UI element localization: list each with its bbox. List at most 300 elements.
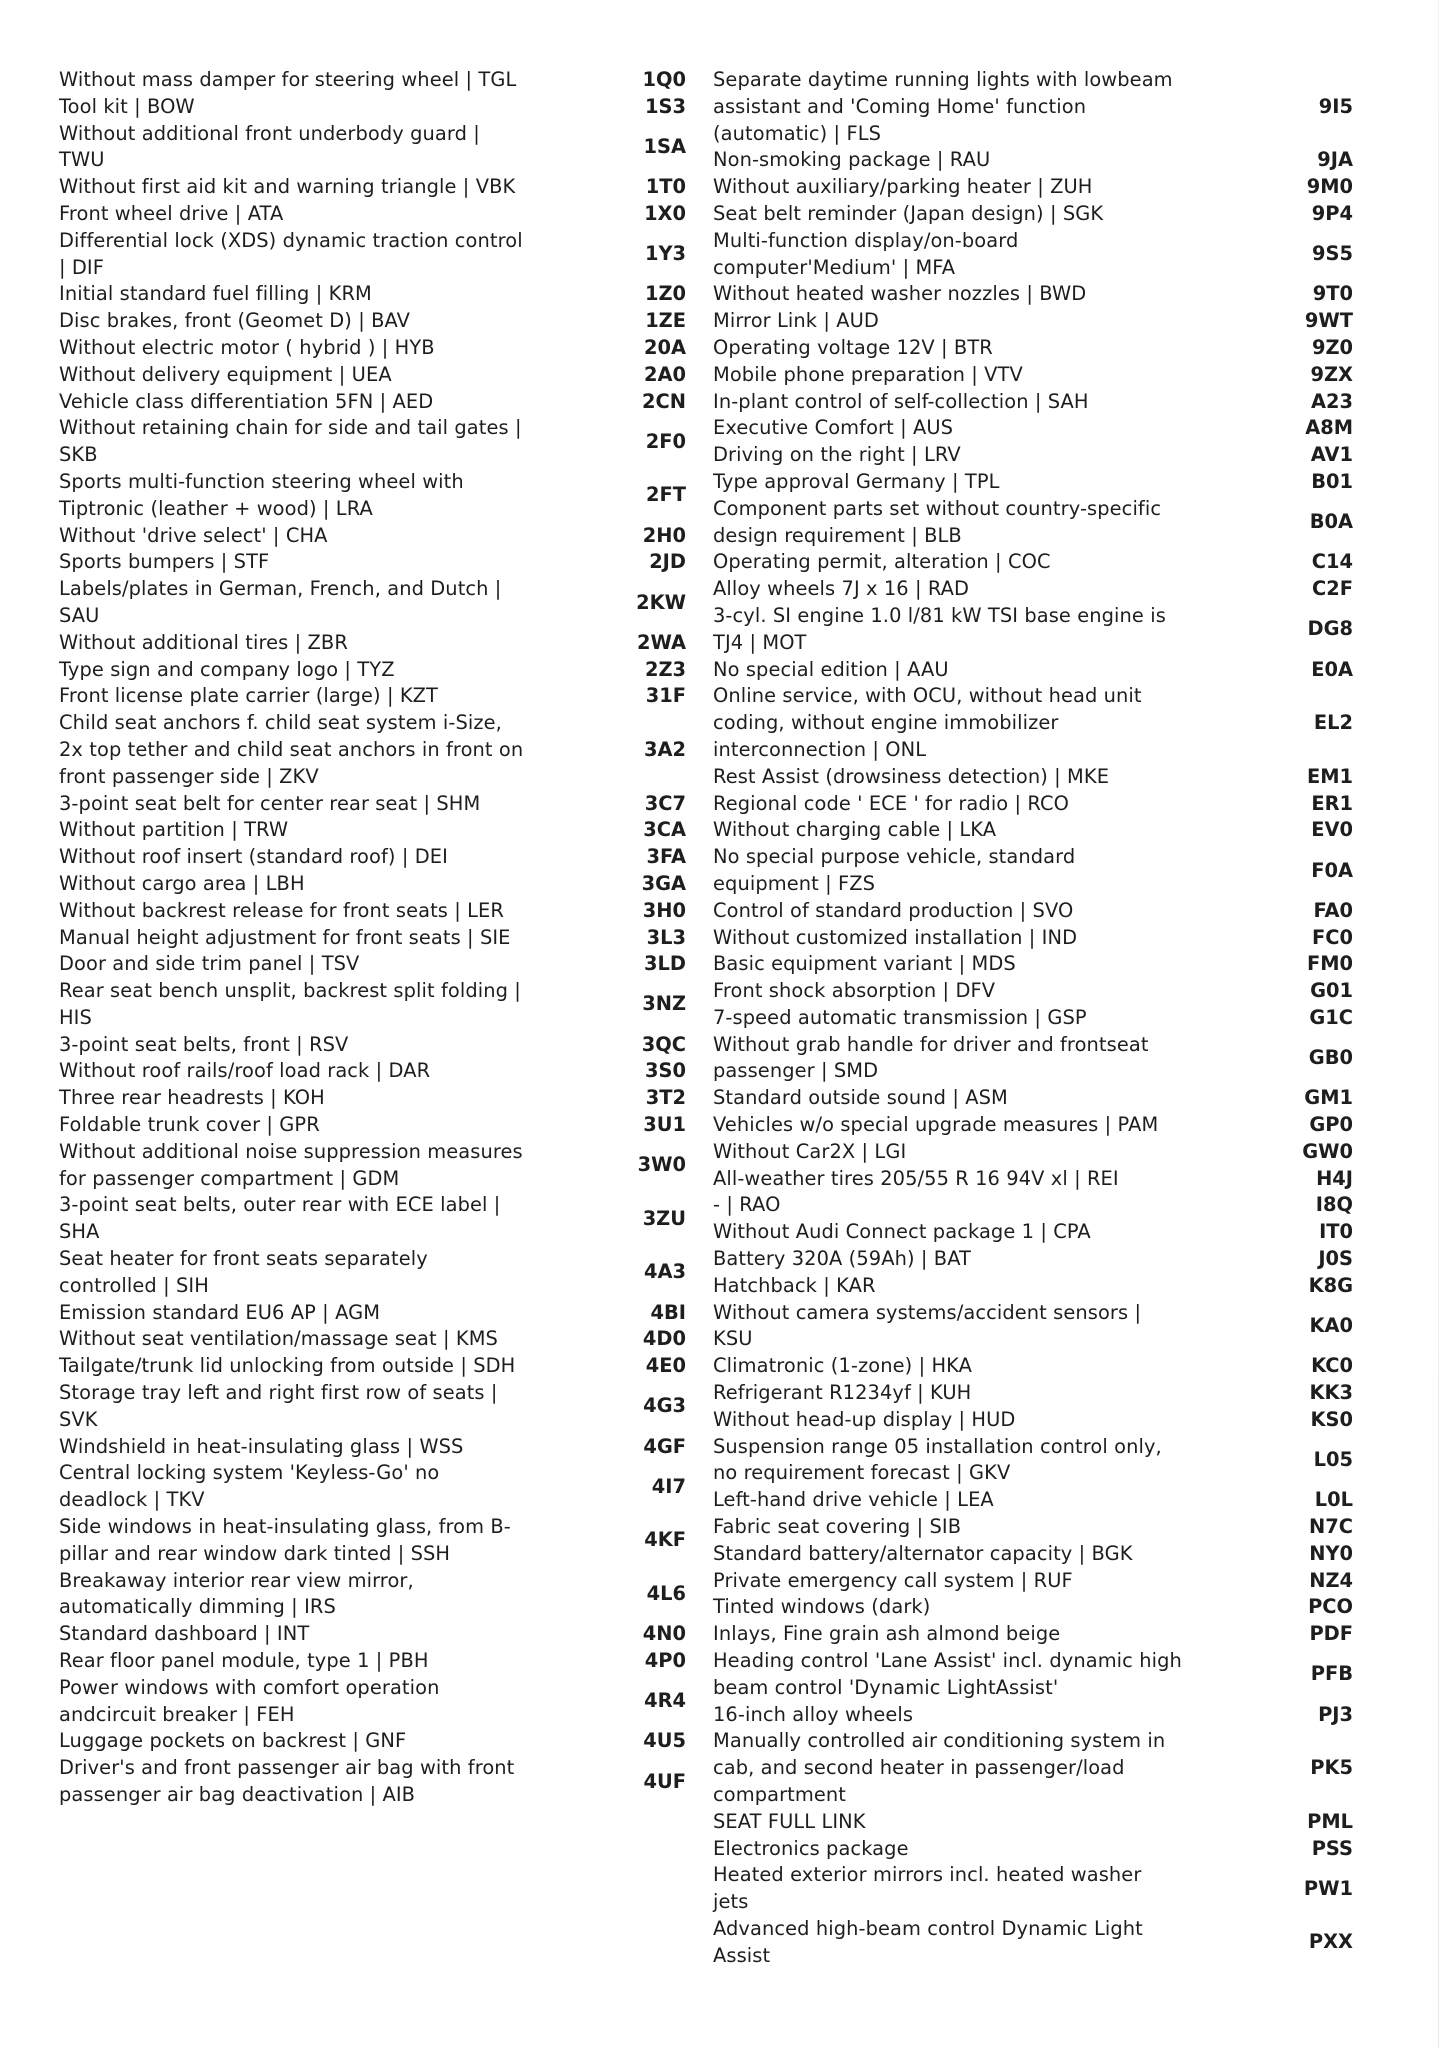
equipment-code: 4A3 (644, 1260, 686, 1284)
equipment-description: Hatchback | KAR (713, 1273, 876, 1297)
equipment-code: 3W0 (637, 1153, 686, 1177)
equipment-description: 16-inch alloy wheels (713, 1702, 914, 1726)
equipment-row (713, 1246, 1353, 1273)
equipment-code: 1Z0 (644, 282, 686, 306)
equipment-row (59, 415, 689, 469)
equipment-code: 3S0 (645, 1059, 686, 1083)
scan-edge (1438, 0, 1439, 2048)
equipment-row (59, 1246, 689, 1300)
equipment-code: J0S (1318, 1247, 1353, 1271)
equipment-code: GP0 (1309, 1113, 1353, 1137)
equipment-description: Initial standard fuel filling | KRM (59, 282, 372, 306)
equipment-row (713, 1192, 1353, 1219)
equipment-code: G1C (1309, 1005, 1353, 1029)
equipment-row (713, 67, 1353, 147)
equipment-row (59, 1675, 689, 1729)
equipment-description: Manual height adjustment for front seats | SIE (59, 925, 511, 949)
equipment-code: PJ3 (1318, 1702, 1353, 1726)
equipment-row (713, 362, 1353, 389)
equipment-code: PML (1307, 1809, 1353, 1833)
equipment-row (713, 496, 1353, 550)
equipment-description: SEAT FULL LINK (713, 1809, 866, 1833)
equipment-row (59, 1755, 689, 1809)
equipment-description: Basic equipment variant | MDS (713, 952, 1016, 976)
equipment-code: 3LD (644, 952, 686, 976)
equipment-description: Power windows with comfort operation andcircuit breaker | FEH (59, 1675, 440, 1726)
equipment-code: 2JD (649, 550, 686, 574)
equipment-description: Side windows in heat-insulating glass, from B-pillar and rear window dark tinted | SSH (59, 1515, 511, 1565)
equipment-description: Separate daytime running lights with lowbeam assistant and 'Coming Home' function (automatic) | FLS (713, 68, 1173, 145)
equipment-description: 3-point seat belts, front | RSV (59, 1032, 349, 1056)
equipment-row (713, 1219, 1353, 1246)
equipment-code: NZ4 (1309, 1568, 1353, 1592)
equipment-code: 2FT (646, 483, 686, 507)
equipment-code: 3L3 (646, 925, 686, 949)
equipment-code: 3FA (646, 845, 686, 869)
equipment-row (713, 1112, 1353, 1139)
equipment-row (713, 281, 1353, 308)
equipment-description: Sports multi-function steering wheel with Tiptronic (leather + wood) | LRA (59, 469, 464, 520)
equipment-description: Front wheel drive | ATA (59, 201, 284, 225)
equipment-row (713, 228, 1353, 282)
equipment-row (59, 925, 689, 952)
equipment-row (713, 1702, 1353, 1729)
equipment-description: Without head-up display | HUD (713, 1407, 1016, 1431)
equipment-code: N7C (1309, 1515, 1353, 1539)
equipment-row (713, 898, 1353, 925)
equipment-code: 3QC (641, 1032, 686, 1056)
equipment-description: Manually controlled air conditioning system in cab, and second heater in passenger/load compartment (713, 1729, 1166, 1806)
equipment-description: Fabric seat covering | SIB (713, 1515, 962, 1539)
equipment-code: L05 (1313, 1448, 1353, 1472)
equipment-code: B01 (1311, 469, 1353, 493)
equipment-row (713, 978, 1353, 1005)
equipment-description: Climatronic (1-zone) | HKA (713, 1354, 973, 1378)
equipment-code: 4KF (644, 1528, 686, 1552)
equipment-description: Standard outside sound | ASM (713, 1086, 1008, 1110)
equipment-description: In-plant control of self-collection | SAH (713, 389, 1089, 413)
equipment-code: PK5 (1310, 1756, 1353, 1780)
equipment-row (713, 549, 1353, 576)
equipment-description: Heading control 'Lane Assist' incl. dynamic high beam control 'Dynamic LightAssist' (713, 1649, 1182, 1699)
equipment-row (713, 1380, 1353, 1407)
equipment-description: Emission standard EU6 AP | AGM (59, 1300, 381, 1324)
equipment-description: Heated exterior mirrors incl. heated washer jets (713, 1863, 1142, 1914)
equipment-code: F0A (1311, 858, 1353, 882)
equipment-row (59, 281, 689, 308)
equipment-description: Without auxiliary/parking heater | ZUH (713, 175, 1093, 199)
equipment-description: Without grab handle for driver and frontseat passenger | SMD (713, 1032, 1149, 1083)
right-column (713, 67, 1353, 1970)
equipment-description: Type approval Germany | TPL (713, 469, 1000, 493)
equipment-row (59, 201, 689, 228)
equipment-description: Driving on the right | LRV (713, 443, 961, 467)
equipment-code: C14 (1311, 550, 1353, 574)
equipment-code: 4L6 (646, 1582, 686, 1606)
equipment-description: Mirror Link | AUD (713, 309, 879, 333)
equipment-description: Without Car2X | LGI (713, 1139, 907, 1163)
equipment-description: Executive Comfort | AUS (713, 416, 954, 440)
equipment-code: KS0 (1310, 1407, 1353, 1431)
left-column (59, 67, 689, 1809)
equipment-code: 4UF (643, 1769, 686, 1793)
equipment-code: 1T0 (645, 175, 686, 199)
equipment-code: I8Q (1315, 1193, 1353, 1217)
equipment-description: Without 'drive select' | CHA (59, 523, 328, 547)
equipment-row (59, 1058, 689, 1085)
equipment-row (59, 871, 689, 898)
equipment-row (59, 523, 689, 550)
equipment-code: 31F (645, 684, 686, 708)
equipment-description: Vehicles w/o special upgrade measures | PAM (713, 1113, 1159, 1137)
equipment-description: Driver's and front passenger air bag with front passenger air bag deactivation | AIB (59, 1756, 515, 1806)
equipment-row (713, 1541, 1353, 1568)
equipment-code: KK3 (1309, 1381, 1353, 1405)
equipment-row (59, 469, 689, 523)
equipment-row (59, 710, 689, 790)
equipment-description: Without customized installation | IND (713, 925, 1078, 949)
equipment-description: Front shock absorption | DFV (713, 979, 996, 1003)
equipment-row (59, 1353, 689, 1380)
equipment-description: Electronics package (713, 1836, 909, 1860)
equipment-description: Alloy wheels 7J x 16 | RAD (713, 577, 970, 601)
equipment-description: Without camera systems/accident sensors | KSU (713, 1300, 1142, 1351)
equipment-code: 2Z3 (644, 657, 686, 681)
equipment-code: 3C7 (644, 791, 686, 815)
equipment-code: 9Z0 (1311, 335, 1353, 359)
equipment-code: KC0 (1311, 1354, 1353, 1378)
equipment-code: GM1 (1304, 1086, 1353, 1110)
equipment-code: 9S5 (1312, 242, 1353, 266)
equipment-description: Differential lock (XDS) dynamic traction control | DIF (59, 228, 523, 279)
equipment-row (713, 603, 1353, 657)
equipment-code: 9WT (1304, 309, 1353, 333)
equipment-code: 4R4 (644, 1689, 686, 1713)
equipment-code: 2WA (636, 630, 686, 654)
equipment-description: Component parts set without country-specific design requirement | BLB (713, 496, 1162, 547)
equipment-code: G01 (1310, 979, 1353, 1003)
equipment-description: Refrigerant R1234yf | KUH (713, 1381, 972, 1405)
equipment-row (713, 817, 1353, 844)
equipment-row (713, 308, 1353, 335)
equipment-code: K8G (1308, 1273, 1353, 1297)
equipment-row (713, 576, 1353, 603)
equipment-row (59, 1192, 689, 1246)
equipment-description: Online service, with OCU, without head unit coding, without engine immobilizer interconnection | ONL (713, 684, 1142, 761)
equipment-description: Luggage pockets on backrest | GNF (59, 1729, 407, 1753)
equipment-code: PSS (1311, 1836, 1353, 1860)
equipment-row (713, 683, 1353, 763)
equipment-row (59, 898, 689, 925)
equipment-description: Breakaway interior rear view mirror, automatically dimming | IRS (59, 1568, 414, 1619)
equipment-row (59, 1326, 689, 1353)
equipment-description: 7-speed automatic transmission | GSP (713, 1005, 1087, 1029)
equipment-code: A23 (1311, 389, 1353, 413)
equipment-row (59, 791, 689, 818)
equipment-description: Seat heater for front seats separately controlled | SIH (59, 1247, 428, 1297)
equipment-code: 4U5 (643, 1729, 686, 1753)
equipment-code: 4GF (643, 1434, 686, 1458)
equipment-row (59, 335, 689, 362)
equipment-row (713, 951, 1353, 978)
equipment-row (713, 925, 1353, 952)
equipment-description: Disc brakes, front (Geomet D) | BAV (59, 309, 411, 333)
equipment-description: Front license plate carrier (large) | KZT (59, 684, 439, 708)
equipment-row (59, 174, 689, 201)
equipment-row (713, 415, 1353, 442)
equipment-description: Door and side trim panel | TSV (59, 952, 360, 976)
equipment-description: Tinted windows (dark) (713, 1595, 931, 1619)
equipment-code: PCO (1308, 1595, 1353, 1619)
equipment-code: 4D0 (642, 1327, 686, 1351)
equipment-description: Operating permit, alteration | COC (713, 550, 1051, 574)
equipment-description: Standard battery/alternator capacity | BGK (713, 1541, 1133, 1565)
equipment-row (713, 147, 1353, 174)
equipment-description: Without electric motor ( hybrid ) | HYB (59, 335, 435, 359)
equipment-code: 1Q0 (642, 68, 686, 91)
equipment-code: 20A (644, 335, 686, 359)
equipment-code: 3H0 (642, 898, 686, 922)
equipment-description: Private emergency call system | RUF (713, 1568, 1073, 1592)
equipment-row (713, 764, 1353, 791)
equipment-description: Without additional noise suppression measures for passenger compartment | GDM (59, 1139, 523, 1190)
equipment-code: E0A (1311, 657, 1353, 681)
equipment-row (59, 549, 689, 576)
equipment-row (713, 1032, 1353, 1086)
equipment-code: 3GA (641, 871, 686, 895)
equipment-row (59, 1621, 689, 1648)
equipment-description: Suspension range 05 installation control only, no requirement forecast | GKV (713, 1434, 1162, 1485)
equipment-code: L0L (1314, 1488, 1353, 1512)
equipment-description: Rear floor panel module, type 1 | PBH (59, 1649, 429, 1673)
equipment-row (59, 1139, 689, 1193)
equipment-description: Without seat ventilation/massage seat | KMS (59, 1327, 498, 1351)
equipment-row (713, 469, 1353, 496)
equipment-row (59, 683, 689, 710)
equipment-row (713, 1434, 1353, 1488)
equipment-row (59, 978, 689, 1032)
equipment-code: A8M (1305, 416, 1353, 440)
equipment-code: 9ZX (1310, 362, 1353, 386)
equipment-code: 3T2 (645, 1086, 686, 1110)
equipment-row (713, 174, 1353, 201)
equipment-row (713, 791, 1353, 818)
equipment-description: Labels/plates in German, French, and Dutch | SAU (59, 577, 502, 627)
equipment-description: 3-point seat belt for center rear seat | SHM (59, 791, 481, 815)
equipment-description: Without roof insert (standard roof) | DEI (59, 845, 448, 869)
equipment-description: All-weather tires 205/55 R 16 94V xl | REI (713, 1166, 1119, 1190)
equipment-code: AV1 (1310, 443, 1353, 467)
equipment-description: Three rear headrests | KOH (59, 1086, 325, 1110)
equipment-code: DG8 (1307, 617, 1353, 641)
equipment-code: B0A (1309, 510, 1353, 534)
equipment-description: Child seat anchors f. child seat system i-Size, 2x top tether and child seat anchors in front on front passenger side | ZKV (59, 711, 524, 788)
equipment-row (713, 1273, 1353, 1300)
equipment-description: Seat belt reminder (Japan design) | SGK (713, 201, 1104, 225)
equipment-code: 4E0 (645, 1354, 686, 1378)
equipment-code: PDF (1309, 1622, 1353, 1646)
equipment-row (713, 1621, 1353, 1648)
equipment-code: FC0 (1312, 925, 1353, 949)
equipment-code: PFB (1310, 1662, 1353, 1686)
equipment-row (713, 1300, 1353, 1354)
equipment-row (713, 844, 1353, 898)
equipment-code: 3A2 (644, 737, 686, 761)
equipment-description: Without additional front underbody guard | TWU (59, 121, 480, 172)
equipment-description: Mobile phone preparation | VTV (713, 362, 1023, 386)
equipment-code: C2F (1312, 577, 1353, 601)
equipment-code: 9I5 (1318, 94, 1353, 118)
equipment-code: 1Y3 (644, 242, 686, 266)
equipment-description: Advanced high-beam control Dynamic Light Assist (713, 1916, 1143, 1967)
equipment-description: Non-smoking package | RAU (713, 148, 991, 172)
equipment-description: Windshield in heat-insulating glass | WSS (59, 1434, 464, 1458)
equipment-code: PXX (1308, 1930, 1353, 1954)
equipment-description: Multi-function display/on-board computer'Medium' | MFA (713, 228, 1019, 279)
equipment-code: FM0 (1306, 952, 1353, 976)
equipment-code: IT0 (1319, 1220, 1353, 1244)
equipment-code: 3CA (643, 818, 686, 842)
equipment-row (59, 1460, 689, 1514)
equipment-row (713, 442, 1353, 469)
equipment-description: Left-hand drive vehicle | LEA (713, 1488, 994, 1512)
equipment-description: Foldable trunk cover | GPR (59, 1113, 320, 1137)
equipment-code: EL2 (1313, 711, 1353, 735)
equipment-description: Tailgate/trunk lid unlocking from outside | SDH (59, 1354, 516, 1378)
equipment-row (59, 576, 689, 630)
equipment-row (713, 389, 1353, 416)
equipment-description: Without additional tires | ZBR (59, 630, 348, 654)
equipment-row (713, 1139, 1353, 1166)
equipment-description: Without first aid kit and warning triangle | VBK (59, 175, 516, 199)
equipment-code: 2H0 (642, 523, 686, 547)
equipment-description: Without backrest release for front seats | LER (59, 898, 504, 922)
equipment-row (59, 1648, 689, 1675)
equipment-row (59, 94, 689, 121)
equipment-description: Without cargo area | LBH (59, 871, 305, 895)
equipment-description: 3-point seat belts, outer rear with ECE label | SHA (59, 1193, 501, 1244)
equipment-row (59, 657, 689, 684)
equipment-row (59, 630, 689, 657)
equipment-row (59, 1568, 689, 1622)
equipment-code: 2F0 (645, 429, 686, 453)
equipment-code: 4I7 (651, 1474, 686, 1498)
equipment-description: Vehicle class differentiation 5FN | AED (59, 389, 434, 413)
equipment-row (713, 1353, 1353, 1380)
equipment-description: Without charging cable | LKA (713, 818, 997, 842)
equipment-code: 1X0 (644, 201, 686, 225)
equipment-description: Inlays, Fine grain ash almond beige (713, 1622, 1061, 1646)
equipment-code: 3NZ (642, 992, 686, 1016)
equipment-code: EV0 (1311, 818, 1353, 842)
equipment-row (713, 1594, 1353, 1621)
equipment-code: KA0 (1309, 1314, 1353, 1338)
equipment-row (59, 1032, 689, 1059)
equipment-code: NY0 (1309, 1541, 1353, 1565)
equipment-code: EM1 (1306, 764, 1353, 788)
equipment-description: Regional code ' ECE ' for radio | RCO (713, 791, 1070, 815)
equipment-row (713, 1085, 1353, 1112)
equipment-description: No special edition | AAU (713, 657, 949, 681)
equipment-row (59, 362, 689, 389)
equipment-code: 4P0 (644, 1649, 686, 1673)
equipment-code: 4G3 (643, 1394, 686, 1418)
equipment-code: H4J (1316, 1166, 1353, 1190)
equipment-row (59, 121, 689, 175)
equipment-code: 1ZE (645, 309, 686, 333)
equipment-row (713, 201, 1353, 228)
equipment-description: Without delivery equipment | UEA (59, 362, 392, 386)
equipment-description: Central locking system 'Keyless-Go' no deadlock | TKV (59, 1461, 440, 1512)
equipment-row (59, 1380, 689, 1434)
equipment-row (713, 1514, 1353, 1541)
equipment-code: 3ZU (642, 1206, 686, 1230)
equipment-row (59, 1085, 689, 1112)
equipment-row (59, 817, 689, 844)
equipment-code: 9P4 (1311, 201, 1353, 225)
equipment-row (713, 1809, 1353, 1836)
equipment-row (713, 1487, 1353, 1514)
equipment-row (713, 657, 1353, 684)
equipment-row (713, 1407, 1353, 1434)
equipment-code: 1S3 (645, 94, 686, 118)
equipment-row (59, 308, 689, 335)
equipment-row (713, 1005, 1353, 1032)
equipment-row (59, 1434, 689, 1461)
equipment-description: 3-cyl. SI engine 1.0 l/81 kW TSI base engine is TJ4 | MOT (713, 603, 1166, 654)
equipment-row (59, 228, 689, 282)
equipment-description: Without roof rails/roof load rack | DAR (59, 1059, 431, 1083)
equipment-row (59, 951, 689, 978)
equipment-description: - | RAO (713, 1193, 781, 1217)
equipment-description: Rear seat bench unsplit, backrest split folding | HIS (59, 979, 521, 1029)
equipment-description: Without retaining chain for side and tail gates | SKB (59, 416, 522, 467)
equipment-description: Storage tray left and right first row of seats | SVK (59, 1381, 498, 1431)
equipment-description: Operating voltage 12V | BTR (713, 335, 993, 359)
equipment-row (59, 1300, 689, 1327)
equipment-code: 4BI (650, 1300, 686, 1324)
equipment-row (713, 1916, 1353, 1970)
equipment-code: 4N0 (642, 1622, 686, 1646)
equipment-code: 2KW (636, 590, 686, 614)
equipment-description: Type sign and company logo | TYZ (59, 657, 395, 681)
equipment-description: Sports bumpers | STF (59, 550, 270, 574)
equipment-row (713, 1648, 1353, 1702)
equipment-row (59, 1112, 689, 1139)
equipment-description: Rest Assist (drowsiness detection) | MKE (713, 764, 1110, 788)
equipment-code: 9M0 (1306, 175, 1353, 199)
equipment-description: Standard dashboard | INT (59, 1622, 310, 1646)
equipment-code: 9JA (1317, 148, 1353, 172)
equipment-row (59, 389, 689, 416)
equipment-row (713, 1862, 1353, 1916)
equipment-row (59, 67, 689, 94)
equipment-code: 3U1 (643, 1113, 686, 1137)
equipment-row (713, 1568, 1353, 1595)
equipment-row (59, 1514, 689, 1568)
equipment-description: Without partition | TRW (59, 818, 289, 842)
equipment-code: FA0 (1313, 898, 1353, 922)
equipment-description: No special purpose vehicle, standard equipment | FZS (713, 845, 1076, 895)
equipment-code: 2A0 (644, 362, 686, 386)
equipment-code: GW0 (1302, 1139, 1353, 1163)
equipment-description: Without heated washer nozzles | BWD (713, 282, 1087, 306)
equipment-code: 9T0 (1312, 282, 1353, 306)
equipment-description: Tool kit | BOW (59, 94, 195, 118)
equipment-row (713, 1836, 1353, 1863)
equipment-code: 1SA (643, 134, 686, 158)
equipment-description: Battery 320A (59Ah) | BAT (713, 1247, 971, 1271)
